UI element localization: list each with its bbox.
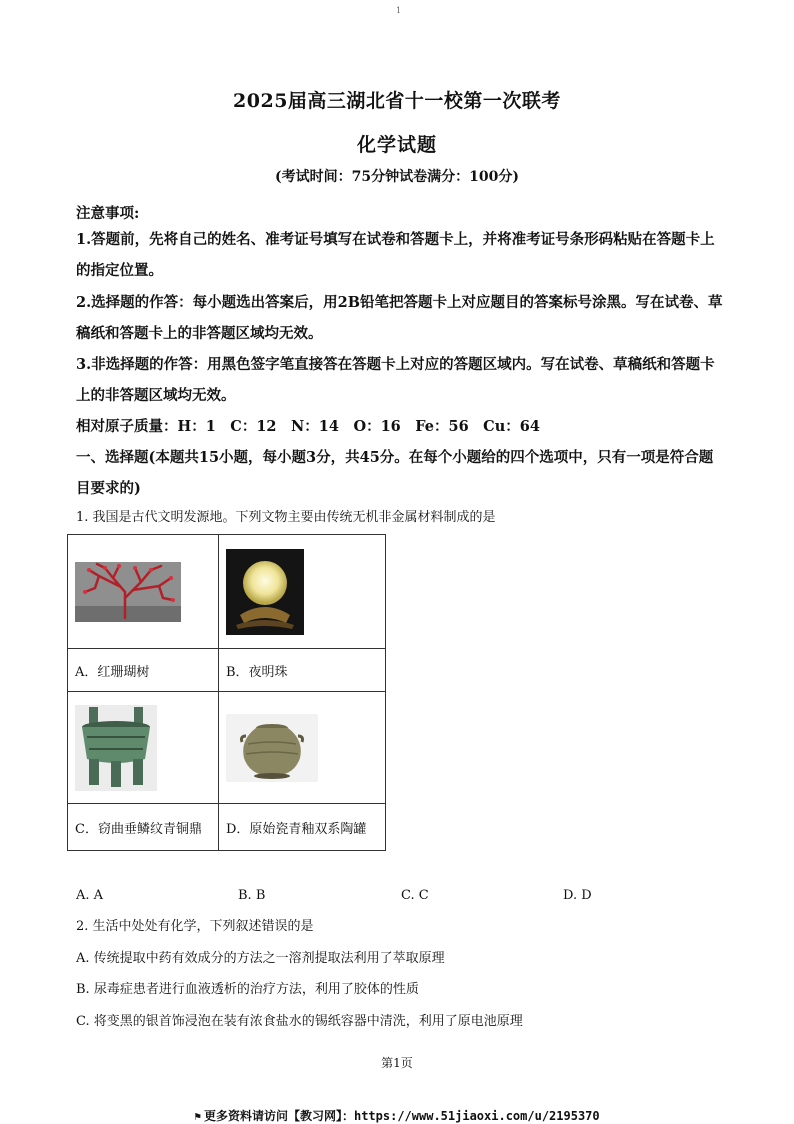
- luminous-pearl-icon: [226, 549, 385, 635]
- question-2-option-b: B. 尿毒症患者进行血液透析的治疗方法，利用了胶体的性质: [76, 982, 419, 997]
- exam-info: (考试时间：75分钟试卷满分：100分): [275, 169, 519, 185]
- question-2-stem: 2. 生活中处处有化学，下列叙述错误的是: [76, 919, 314, 934]
- notice-heading: 注意事项:: [76, 205, 140, 222]
- question-2-option-c: C. 将变黑的银首饰浸泡在装有浓食盐水的锡纸容器中清洗，利用了原电池原理: [76, 1014, 523, 1029]
- artifact-label-c: C．窃曲垂鳞纹青铜鼎: [68, 804, 219, 851]
- flag-icon: ⚑: [194, 1110, 201, 1123]
- bronze-ding-icon: [75, 705, 218, 791]
- footer-link[interactable]: [0, 1107, 794, 1124]
- notice-item-3: 3.非选择题的作答：用黑色签字笔直接答在答题卡上对应的答题区域内。写在试卷、草稿纸和答题卡上的非答题区域均无效。: [76, 356, 715, 404]
- artifact-cell-c-image: [68, 692, 219, 804]
- atomic-masses: 相对原子质量：H：1 C：12 N：14 O：16 Fe：56 Cu：64: [76, 418, 540, 435]
- subject-title: 化学试题: [356, 134, 437, 156]
- celadon-jar-icon: [226, 714, 385, 782]
- artifact-table: [67, 534, 386, 851]
- artifact-label-b: B．夜明珠: [219, 649, 386, 692]
- section-heading: 一、选择题(本题共15小题，每小题3分，共45分。在每个小题给的四个选项中，只有一项是符合题目要求的): [76, 449, 714, 497]
- page-top-mark: 1: [396, 6, 402, 15]
- notice-item-2: 2.选择题的作答：每小题选出答案后，用2B铅笔把答题卡上对应题目的答案标号涂黑。写在试卷、草稿纸和答题卡上的非答题区域均无效。: [76, 294, 723, 342]
- exam-title: 2025届高三湖北省十一校第一次联考: [233, 90, 561, 112]
- page-number: 第1页: [381, 1056, 413, 1070]
- question-1-stem: 1. 我国是古代文明发源地。下列文物主要由传统无机非金属材料制成的是: [76, 510, 496, 525]
- artifact-cell-b-image: [219, 535, 386, 649]
- artifact-cell-a-image: [68, 535, 219, 649]
- option-d: D. D: [563, 888, 592, 903]
- notice-item-1: 1.答题前，先将自己的姓名、准考证号填写在试卷和答题卡上，并将准考证号条形码粘贴在答题卡上的指定位置。: [76, 231, 715, 279]
- artifact-label-a: A．红珊瑚树: [68, 649, 219, 692]
- option-c: C. C: [401, 888, 429, 903]
- footer-link-text[interactable]: 更多资料请访问【教习网】：https://www.51jiaoxi.com/u/2195370: [203, 1109, 600, 1123]
- red-coral-icon: [75, 562, 218, 622]
- option-b: B. B: [238, 888, 266, 903]
- artifact-label-d: D．原始瓷青釉双系陶罐: [219, 804, 386, 851]
- question-2-option-a: A. 传统提取中药有效成分的方法之一溶剂提取法利用了萃取原理: [76, 951, 445, 966]
- artifact-cell-d-image: [219, 692, 386, 804]
- option-a: A. A: [76, 888, 104, 903]
